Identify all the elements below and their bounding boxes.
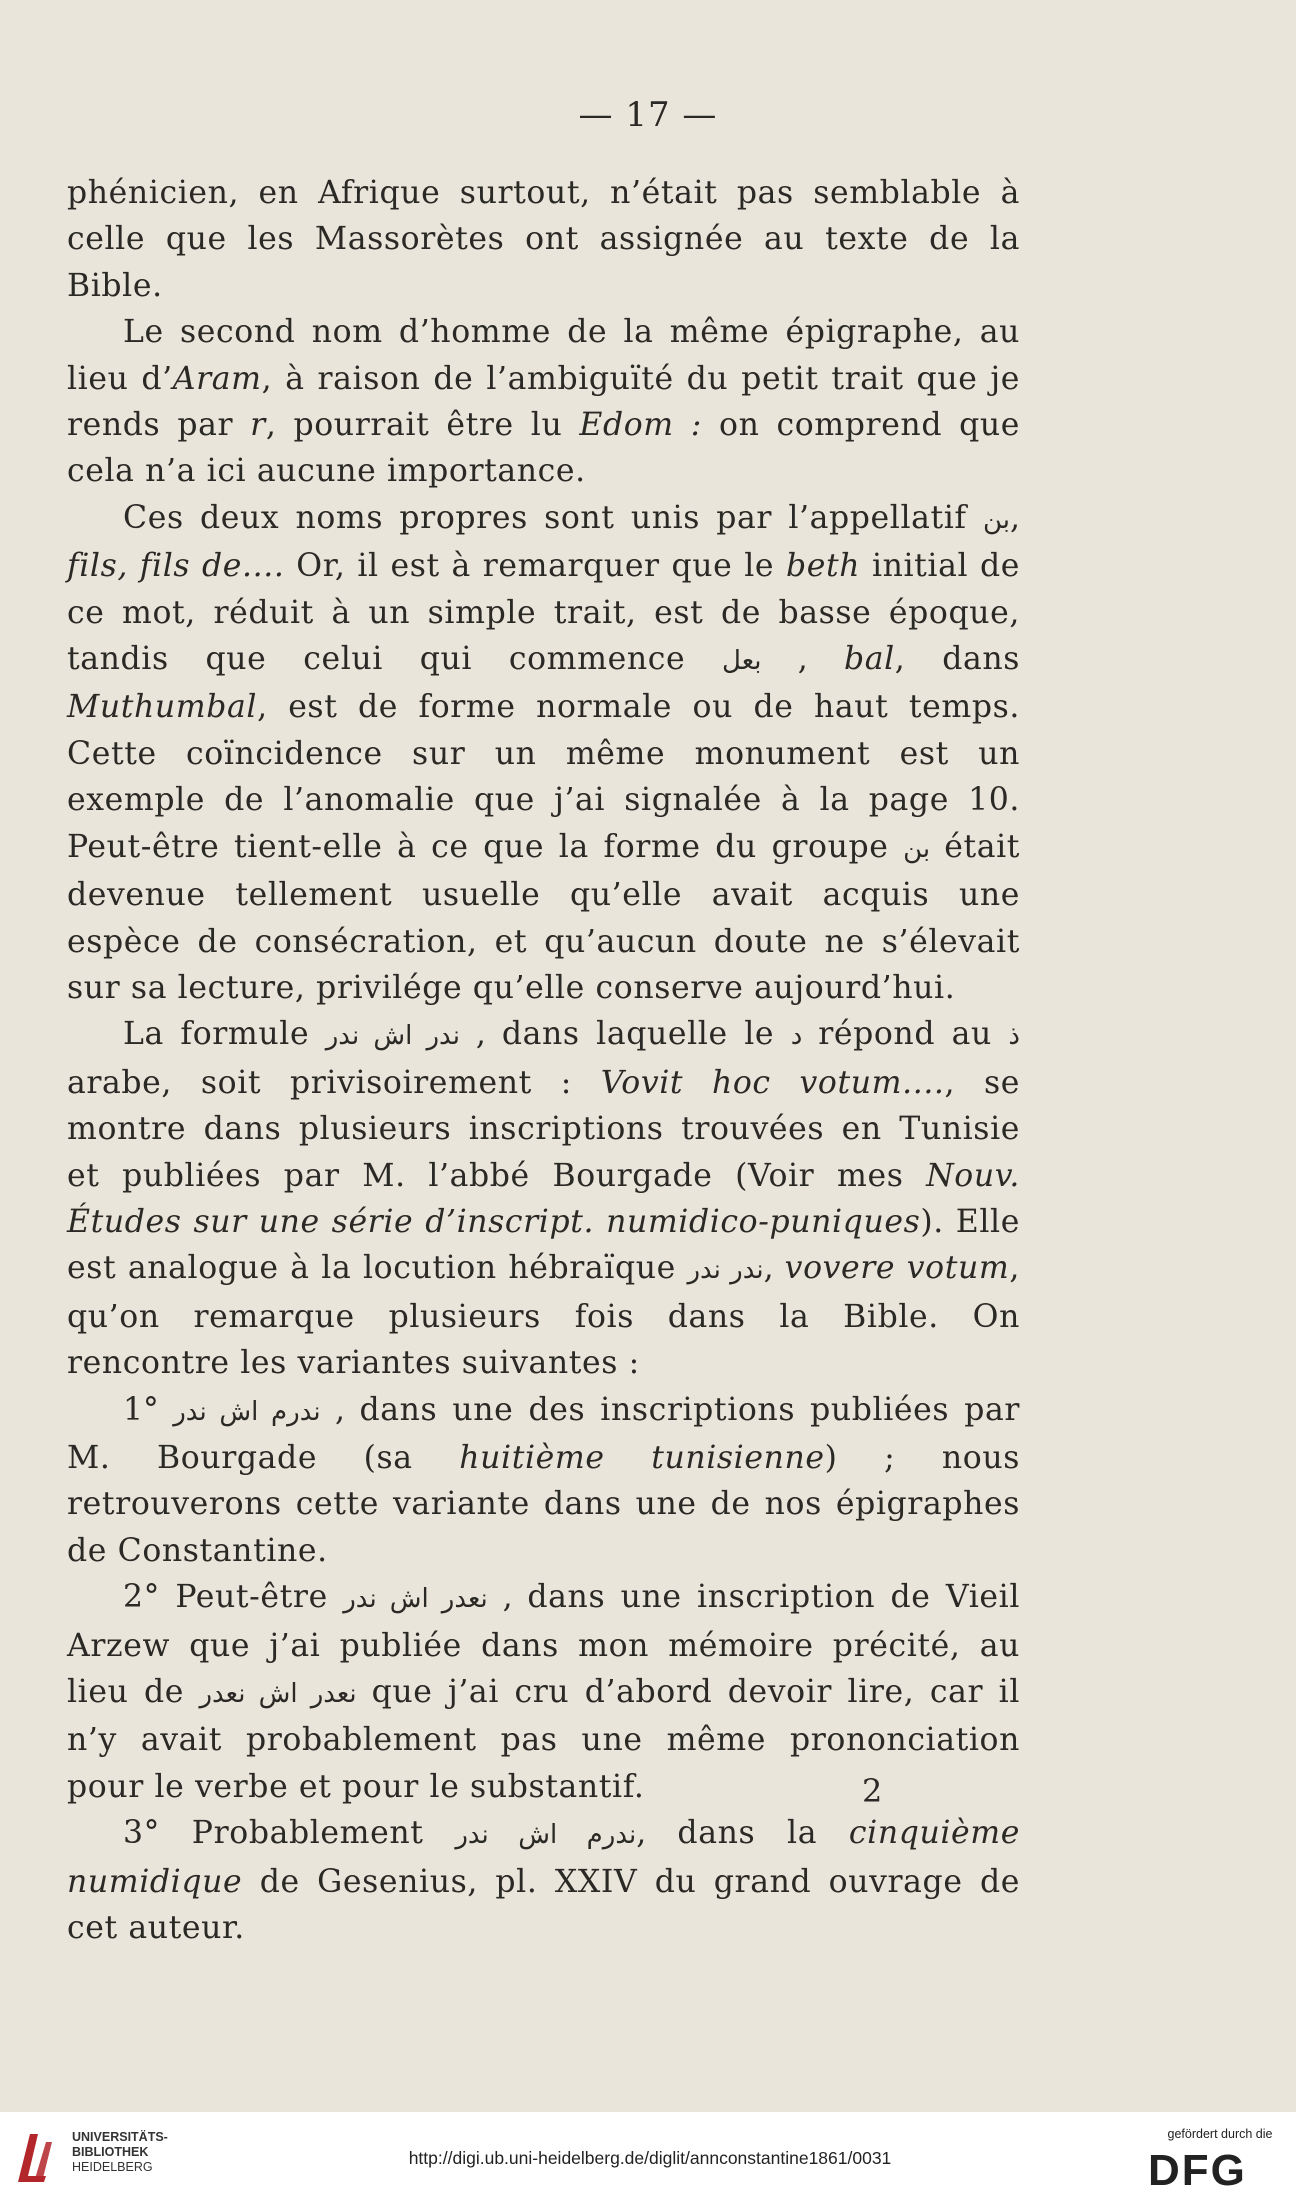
arabic-text: نعدر اش ندر — [343, 1584, 488, 1615]
text-run: ) ; nous retrouverons cette variante dans une de nos épigraphes de Constantine. — [67, 1439, 1020, 1569]
italic-text: beth — [785, 548, 861, 585]
page-number: — 17 — — [578, 95, 718, 135]
text-run: que j’ai cru d’abord devoir lire, car il n’y avait probablement pas une même prononciation pour le verbe et pour le substantif. — [67, 1674, 1020, 1805]
text-run: , qu’on remarque plusieurs fois dans la Bible. On rencontre les variantes suivantes : — [67, 1250, 1020, 1382]
italic-text: r — [250, 407, 266, 444]
text-run: , à raison de l’ambiguïté du petit trait que je rends par — [67, 360, 1020, 444]
permalink-url[interactable]: http://digi.ub.uni-heidelberg.de/diglit/annconstantine1861/0031 — [408, 2148, 892, 2168]
italic-text: vovere votum — [784, 1250, 1010, 1287]
text-run: initial de ce mot, réduit à un simple trait, est de basse époque, tandis que celui qui commence — [67, 548, 1020, 678]
italic-text: cinquième numidique — [67, 1815, 1021, 1900]
paragraph — [67, 1810, 1020, 1951]
italic-text: Vovit hoc votum.... — [600, 1064, 945, 1101]
text-run: , dans une inscription de Vieil Arzew que j’ai publiée dans mon mémoire précité, au lieu de — [67, 1579, 1020, 1710]
signature-mark: 2 — [862, 1772, 883, 1810]
arabic-text: بن — [903, 833, 931, 864]
text-run: , dans — [894, 641, 1020, 678]
text-run: , pourrait être lu — [265, 407, 580, 444]
library-line-3: HEIDELBERG — [72, 2160, 153, 2174]
text-run: Le second nom d’homme de la même épigraphe, au lieu d’ — [67, 314, 1020, 397]
arabic-text: نعدر اش نعدر — [199, 1679, 357, 1709]
text-run: , dans une des inscriptions publiées par M. Bourgade (sa — [67, 1391, 1021, 1476]
arabic-text: ندر اش ندر — [325, 1021, 460, 1052]
italic-text: Aram — [172, 360, 262, 397]
text-run: Or, il est à remarquer que le — [284, 548, 786, 585]
paragraph — [67, 1011, 1020, 1386]
body-text — [67, 170, 1020, 1951]
paragraph — [67, 1387, 1020, 1575]
library-name — [72, 2130, 168, 2175]
arabic-text: ندرم اش ندر — [455, 1820, 637, 1851]
text-run: de Gesenius, pl. XXIV du grand ouvrage de cet auteur. — [67, 1863, 1020, 1947]
text-run: La formule — [123, 1016, 326, 1053]
text-run: était devenue tellement usuelle qu’elle avait acquis une espèce de consécration, et qu’aucun doute ne s’élevait sur sa lecture, privilége qu’elle conserve aujourd’hui. — [67, 828, 1021, 1006]
arabic-text: د — [790, 1021, 803, 1052]
text-run: , — [763, 1250, 785, 1287]
text-run: , dans laquelle le — [459, 1016, 791, 1053]
text-run: , — [761, 641, 844, 678]
library-line-2: BIBLIOTHEK — [72, 2145, 149, 2159]
text-run: , se montre dans plusieurs inscriptions trouvées en Tunisie et publiées par M. l’abbé Bourgade (Voir mes — [67, 1064, 1021, 1194]
italic-text: Nouv. Études sur une série d’inscript. numidico-puniques — [67, 1157, 1020, 1240]
text-run: phénicien, en Afrique surtout, n’était pas semblable à celle que les Massorètes ont assignée au texte de la Bible. — [67, 175, 1020, 304]
text-run: Ces deux noms propres sont unis par l’appellatif — [123, 499, 983, 536]
text-run: ). Elle est analogue à la locution hébraïque — [67, 1203, 1020, 1287]
italic-text: Edom : — [579, 407, 702, 444]
paragraph — [67, 495, 1020, 1011]
text-run: , — [1009, 499, 1020, 536]
library-line-1: UNIVERSITÄTS- — [72, 2130, 168, 2144]
text-run: 2° Peut-être — [123, 1579, 344, 1616]
paragraph — [67, 170, 1020, 309]
text-run: 1° — [123, 1391, 174, 1428]
funding-label: gefördert durch die — [1167, 2127, 1273, 2141]
arabic-text: بعل — [722, 646, 762, 677]
paragraph — [67, 309, 1020, 495]
italic-text: fils, fils de.... — [67, 548, 285, 585]
dfg-logo: DFG — [1148, 2146, 1247, 2195]
arabic-text: ندرم اش ندر — [173, 1396, 321, 1427]
italic-text: Muthumbal — [67, 689, 258, 726]
text-run: , est de forme normale ou de haut temps. Cette coïncidence sur un même monument est un exemple de l’anomalie que j’ai signalée à la page 10. Peut-être tient-elle à ce que la forme du groupe — [67, 689, 1020, 865]
text-run: , dans la — [636, 1815, 849, 1852]
italic-text: bal — [843, 641, 895, 678]
text-run: on comprend que cela n’a ici aucune importance. — [67, 407, 1021, 490]
arabic-text: ندر ندر — [687, 1255, 764, 1286]
text-run: arabe, soit privisoirement : — [67, 1064, 601, 1101]
arabic-text: بن — [982, 504, 1010, 535]
text-run: répond au — [802, 1016, 1009, 1053]
arabic-text: ذ — [1008, 1021, 1020, 1052]
text-run: 3° Probablement — [123, 1815, 456, 1852]
italic-text: huitième tunisienne — [459, 1439, 825, 1476]
